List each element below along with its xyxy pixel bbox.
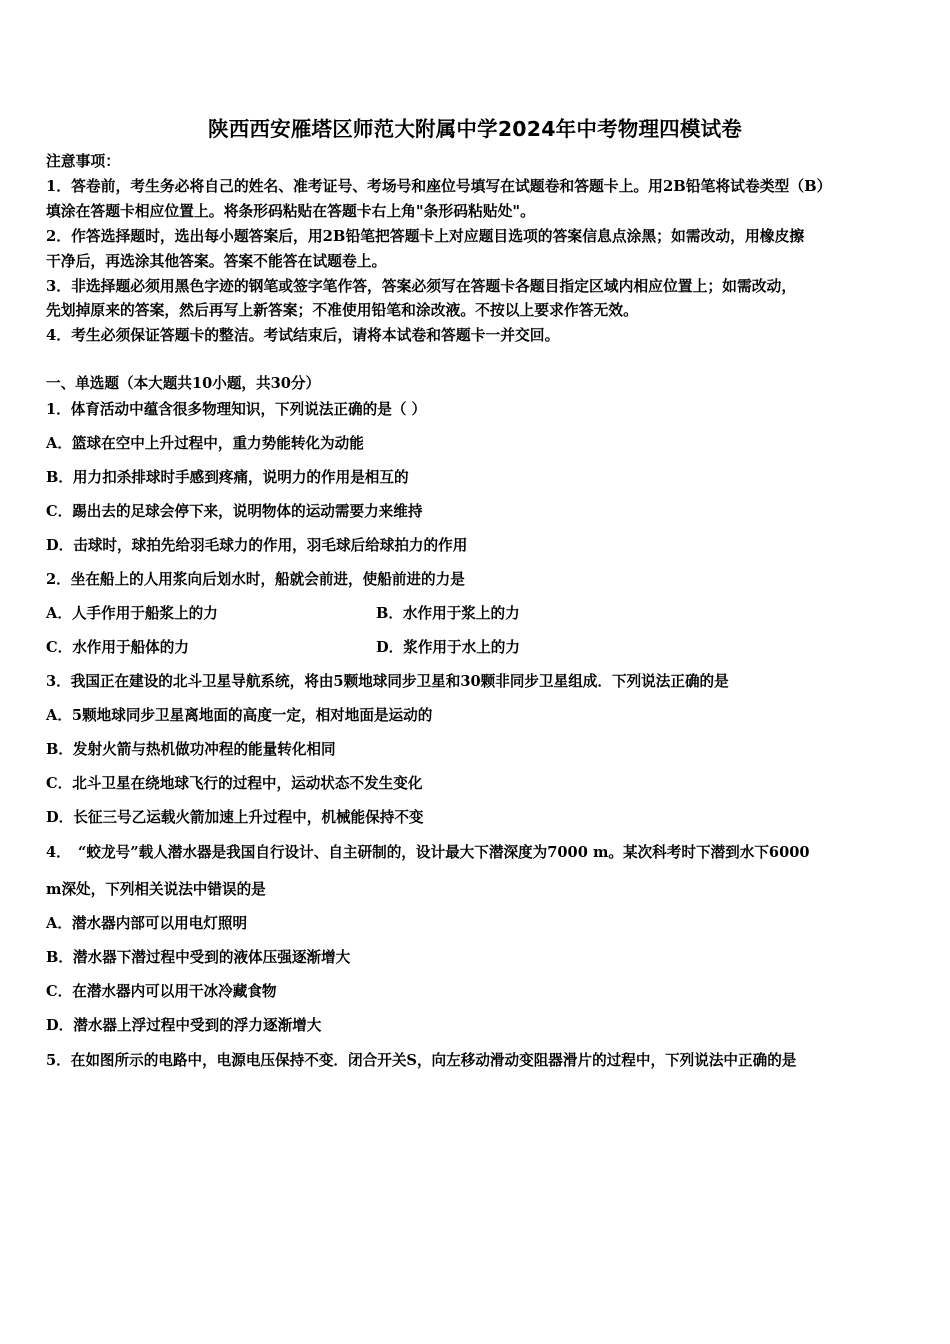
notice-line-7: 4．考生必须保证答题卡的整洁。考试结束后，请将本试卷和答题卡一并交回。 [46,327,560,344]
q2-option-b: B．水作用于浆上的力 [376,605,520,622]
q3-stem: 3．我国正在建设的北斗卫星导航系统，将由5颗地球同步卫星和30颗非同步卫星组成．下列说法正确的是 [46,673,729,690]
section-heading: 一、单选题（本大题共10小题，共30分） [46,375,321,392]
q1-option-d: D．击球时，球拍先给羽毛球力的作用，羽毛球后给球拍力的作用 [46,537,468,554]
q4-option-a: A．潜水器内部可以用电灯照明 [46,915,248,932]
q3-option-d: D．长征三号乙运载火箭加速上升过程中，机械能保持不变 [46,809,424,826]
notice-line-3: 2．作答选择题时，选出每小题答案后，用2B铅笔把答题卡上对应题目选项的答案信息点涂黑；如需改动，用橡皮擦 [46,228,805,245]
q1-option-a: A．篮球在空中上升过程中，重力势能转化为动能 [46,435,364,452]
notice-line-1: 1．答卷前，考生务必将自己的姓名、准考证号、考场号和座位号填写在试题卷和答题卡上。用2B铅笔将试卷类型（B） [46,178,832,195]
notice-line-4: 干净后，再选涂其他答案。答案不能答在试题卷上。 [46,253,387,270]
q1-option-c: C．踢出去的足球会停下来，说明物体的运动需要力来维持 [46,503,423,520]
q2-option-c: C．水作用于船体的力 [46,639,189,656]
notice-line-5: 3．非选择题必须用黑色字迹的钢笔或签字笔作答，答案必须写在答题卡各题目指定区域内相应位置上；如需改动， [46,278,797,295]
q3-option-a: A．5颗地球同步卫星离地面的高度一定，相对地面是运动的 [46,707,433,724]
q4-option-c: C．在潜水器内可以用干冰冷藏食物 [46,983,277,1000]
q1-stem: 1．体育活动中蕴含很多物理知识，下列说法正确的是（ ） [46,401,427,418]
q1-option-b: B．用力扣杀排球时手感到疼痛，说明力的作用是相互的 [46,469,409,486]
q5-stem: 5．在如图所示的电路中，电源电压保持不变．闭合开关S，向左移动滑动变阻器滑片的过程中，下列说法中正确的是 [46,1052,797,1069]
q4-option-b: B．潜水器下潜过程中受到的液体压强逐渐增大 [46,949,351,966]
q4-stem-line-2: m深处，下列相关说法中错误的是 [46,881,266,898]
q2-option-a: A．人手作用于船浆上的力 [46,605,218,622]
notice-line-2: 填涂在答题卡相应位置上。将条形码粘贴在答题卡右上角"条形码粘贴处"。 [46,203,535,220]
notice-line-6: 先划掉原来的答案，然后再写上新答案；不准使用铅笔和涂改液。不按以上要求作答无效。 [46,302,638,319]
q2-stem: 2．坐在船上的人用浆向后划水时，船就会前进，使船前进的力是 [46,571,465,588]
notice-heading: 注意事项： [46,153,120,170]
q3-option-c: C．北斗卫星在绕地球飞行的过程中，运动状态不发生变化 [46,775,423,792]
q2-option-d: D．浆作用于水上的力 [376,639,521,656]
q4-option-d: D．潜水器上浮过程中受到的浮力逐渐增大 [46,1017,322,1034]
q3-option-b: B．发射火箭与热机做功冲程的能量转化相同 [46,741,336,758]
q4-stem-line-1: 4． “蛟龙号”载人潜水器是我国自行设计、自主研制的，设计最大下潜深度为7000 m。某次科考时下潜到水下6000 [46,844,810,861]
exam-title: 陕西西安雁塔区师范大附属中学2024年中考物理四模试卷 [208,117,742,141]
